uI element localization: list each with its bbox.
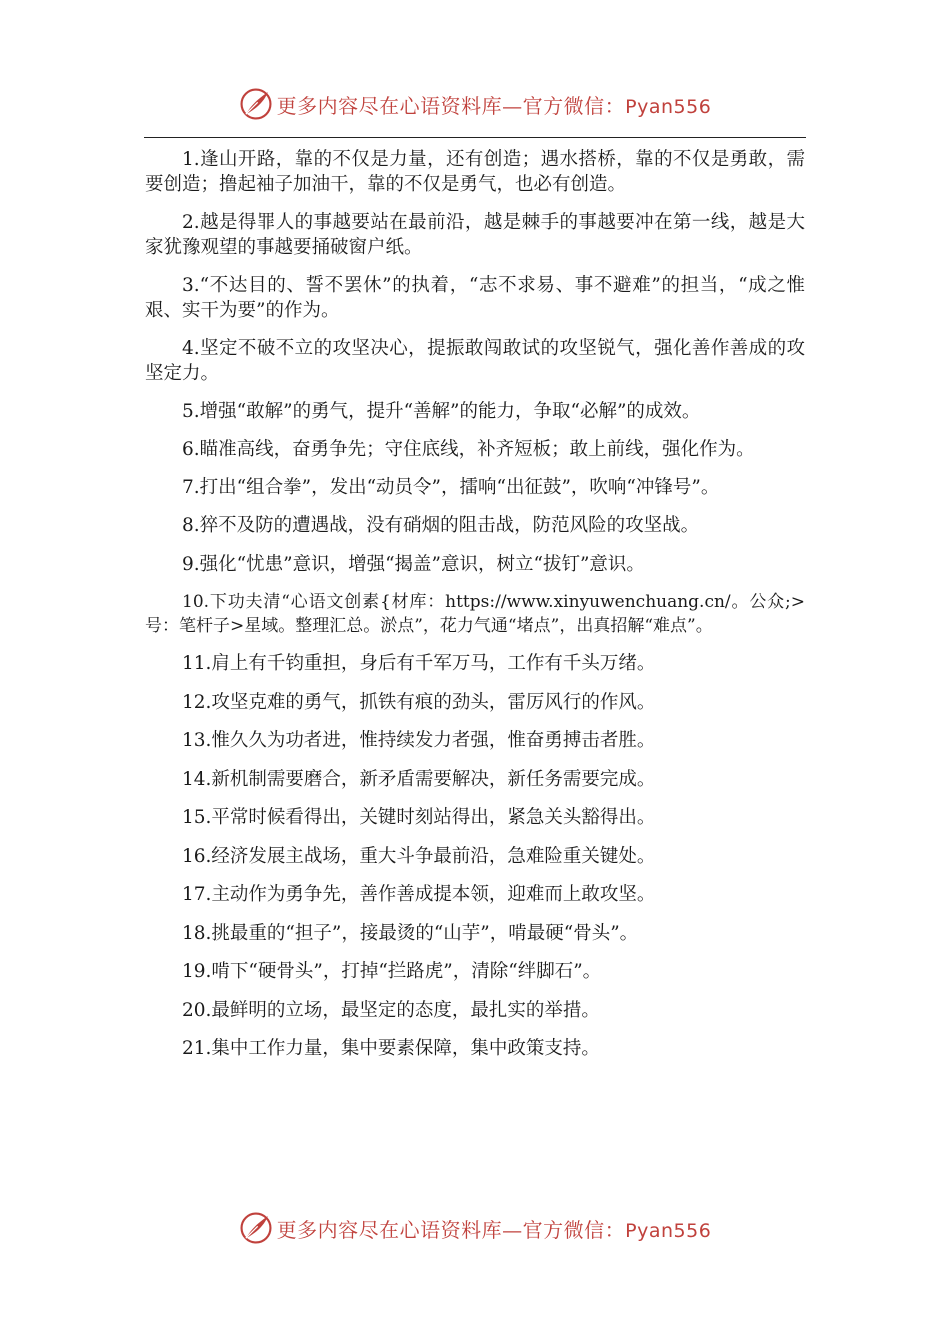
list-item: 21.集中工作力量，集中要素保障，集中政策支持。 (182, 1038, 600, 1059)
list-item: 15.平常时候看得出，关键时刻站得出，紧急关头豁得出。 (182, 807, 656, 828)
header-site-text: 更多内容尽在心语资料库—官方微信： (276, 93, 626, 118)
document-body (145, 147, 805, 1075)
list-item: 2.越是得罪人的事越要站在最前沿，越是棘手的事越要冲在第一线，越是大家犹豫观望的事越要捅破窗户纸。 (145, 212, 805, 258)
list-item: 9.强化“忧患”意识，增强“揭盖”意识，树立“拔钉”意识。 (182, 553, 645, 575)
list-item: 18.挑最重的“担子”，接最烫的“山芋”，啃最硬“骨头”。 (182, 922, 639, 944)
quill-logo-icon (239, 1211, 273, 1245)
list-item: 14.新机制需要磨合，新矛盾需要解决，新任务需要完成。 (182, 768, 656, 790)
header-text (277, 90, 712, 119)
footer-site-text: 更多内容尽在心语资料库—官方微信： (276, 1217, 626, 1242)
footer-text (277, 1214, 712, 1243)
header-wechat-id: Pyan556 (625, 95, 712, 118)
footer-wechat-id: Pyan556 (625, 1219, 712, 1242)
list-item: 3.“不达目的、誓不罢休”的执着，“志不求易、事不避难”的担当，“成之惟艰、实干为要”的作为。 (145, 275, 805, 321)
header-divider (144, 137, 806, 138)
list-item: 7.打出“组合拳”，发出“动员令”，擂响“出征鼓”，吹响“冲锋号”。 (182, 477, 720, 498)
list-item: 16.经济发展主战场，重大斗争最前沿，急难险重关键处。 (182, 845, 656, 867)
list-item: 17.主动作为勇争先，善作善成提本领，迎难而上敢攻坚。 (182, 884, 656, 905)
quill-logo-icon (239, 87, 273, 121)
list-item: 4.坚定不破不立的攻坚决心，提振敢闯敢试的攻坚锐气，强化善作善成的攻坚定力。 (145, 338, 805, 384)
header-banner (0, 84, 950, 124)
list-item: 13.惟久久为功者进，惟持续发力者强，惟奋勇搏击者胜。 (182, 730, 656, 751)
list-item: 11.肩上有千钧重担，身后有千军万马，工作有千头万绪。 (182, 653, 656, 674)
list-item: 1.逢山开路，靠的不仅是力量，还有创造；遇水搭桥，靠的不仅是勇敢，需要创造；撸起袖子加油干，靠的不仅是勇气，也必有创造。 (145, 149, 805, 195)
footer-banner (0, 1208, 950, 1248)
list-item: 12.攻坚克难的勇气，抓铁有痕的劲头，雷厉风行的作风。 (182, 691, 656, 713)
list-item: 19.啃下“硬骨头”，打掉“拦路虎”，清除“绊脚石”。 (182, 961, 602, 982)
list-item: 8.猝不及防的遭遇战，没有硝烟的阻击战，防范风险的攻坚战。 (182, 515, 700, 536)
list-item: 5.增强“敢解”的勇气，提升“善解”的能力，争取“必解”的成效。 (182, 401, 701, 422)
list-item: 10.下功夫清“心语文创素{材库：https://www.xinyuwenchuang.cn/。公众;>号：笔杆子>星域。整理汇总。淤点”，花力气通“堵点”，出真招解“难点”。 (145, 592, 805, 636)
list-item: 20.最鲜明的立场，最坚定的态度，最扎实的举措。 (182, 999, 600, 1021)
list-item: 6.瞄准高线，奋勇争先；守住底线，补齐短板；敢上前线，强化作为。 (182, 439, 755, 460)
